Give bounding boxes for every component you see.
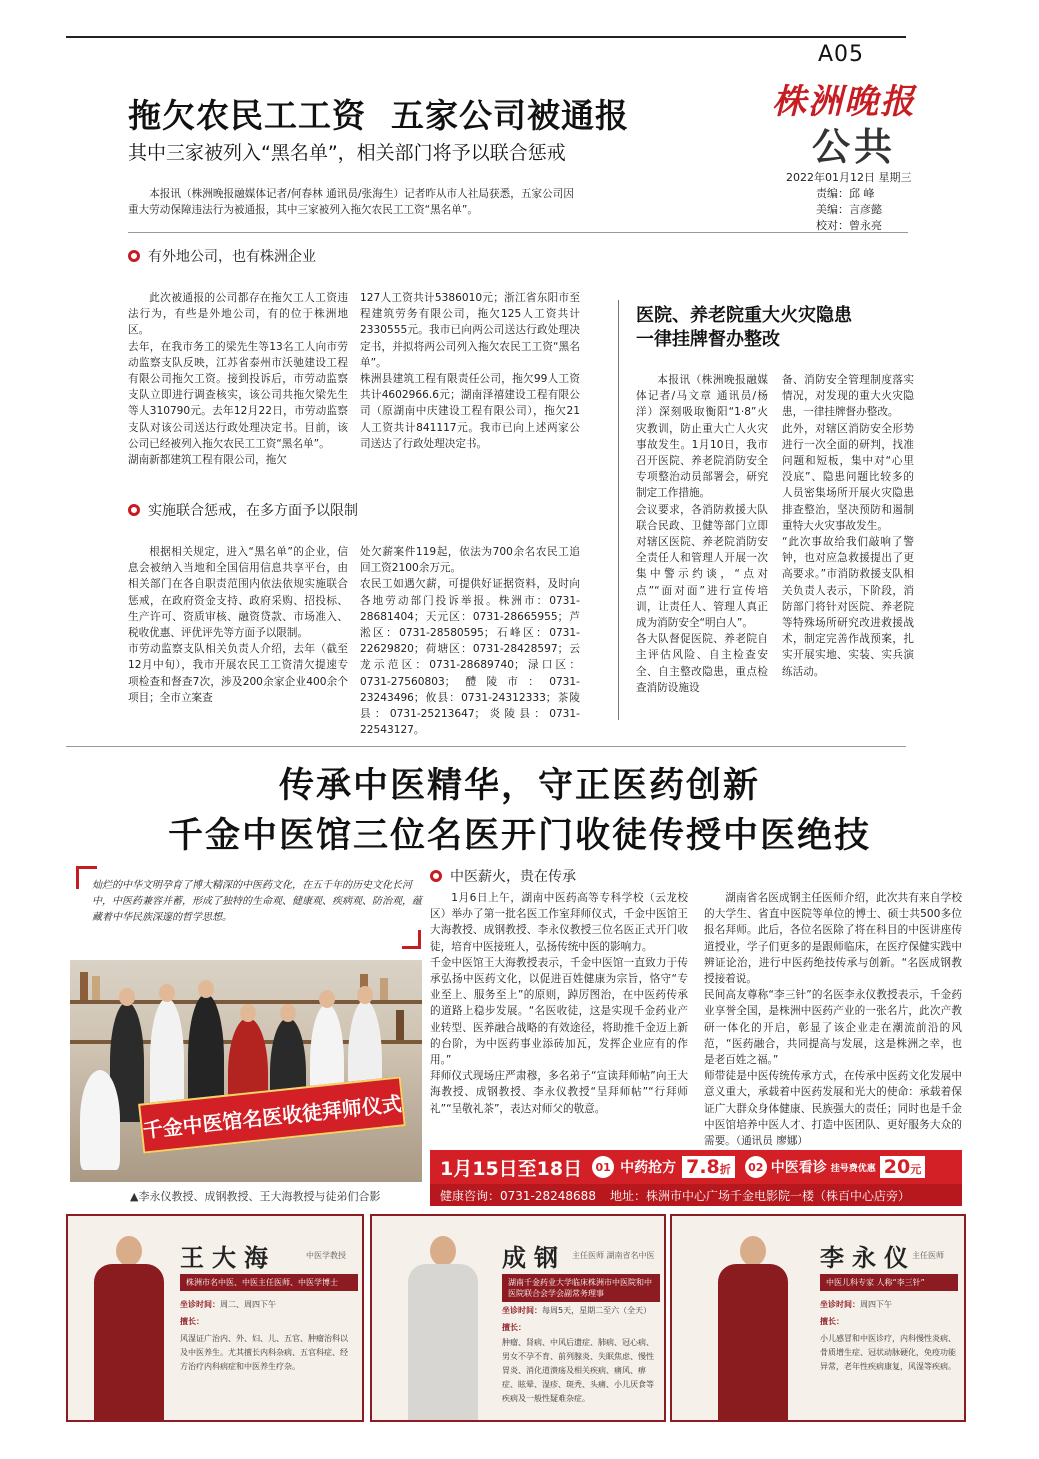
issue-date: 2022年01月12日 星期三 bbox=[786, 171, 912, 184]
doctor-specialty: 肿瘤、肾病、中风后遗症、肺病、冠心病、男女不孕不育、前列腺炎、失眠焦虑、慢性胃炎、消化道溃疡及相关疾病、痛风、痹症、眩晕、湿疹、斑秃、头痛、小儿厌食等疾病及一般性疑难杂症。 bbox=[502, 1338, 654, 1403]
promo-item2-label: 中医看诊 bbox=[770, 1160, 827, 1176]
story1-subheadline: 其中三家被列入“黑名单”，相关部门将予以联合惩戒 bbox=[128, 142, 566, 164]
promo-item2-num: 02 bbox=[745, 1156, 767, 1178]
doctor-name: 王大海 bbox=[180, 1243, 276, 1272]
story3-col1: 1月6日上午，湖南中医药高等专科学校（云龙校区）举办了第一批名医工作室拜师仪式，千金中医馆王大海教授、成钢教授、李永仪教授三位名医正式开门收徒，培育中医接班人，弘扬传统中医的影响力。 千金中医馆王大海教授表示，千金中医馆一直致力于传承弘扬中医药文化，以促进百姓健康为宗旨，恪守“专业至上、服务至上”的原则，踔厉图治，在中医药传承的道路上稳步发展。“名医收徒，这是实现千金药业产业转型、医养融合战略的有效途径，将助推千金迈上新的台阶，为中医药事业添砖加瓦，发挥企业应有的作用。” 拜师仪式现场庄严肃穆，多名弟子“宣读拜师帖”向王大海教授、成钢教授、李永仪教授“呈拜师帖”“行拜师礼”“呈敬礼茶”，表达对师父的敬意。 bbox=[430, 892, 688, 1115]
bullet-circle-icon bbox=[128, 504, 140, 516]
story3-subhead bbox=[430, 866, 576, 886]
price-unit: 元 bbox=[910, 1163, 922, 1176]
doctor-specialty: 风湿证广治内、外、妇、儿、五官、肿瘤治科以及中医养生。尤其擅长内科杂病、五官科症、经方治疗内科病症和中医养生疗杂。 bbox=[180, 1334, 348, 1371]
specialty-label: 擅长： bbox=[502, 1323, 526, 1332]
hours-label: 坐诊时间： bbox=[502, 1306, 542, 1315]
story1-sub1-col1: 此次被通报的公司都存在拖欠工人工资违法行为，有些是外地公司，有的位于株洲地区。 去年，在我市务工的梁先生等13名工人向市劳动监察支队反映，江苏省泰州市沃驰建设工程有限公司拖欠工资。接到投诉后，市劳动监察支队立即进行调查核实，该公司共拖欠梁先生等人310790元。去年12月22日，市劳动监察支队对该公司送达行政处理决定书。目前，该公司已经被列入拖欠农民工工资“黑名单”。 湖南新都建筑工程有限公司，拖欠 bbox=[128, 292, 348, 467]
bullet-circle-icon bbox=[430, 870, 442, 882]
story2-headline bbox=[636, 304, 852, 352]
specialty-label: 擅长： bbox=[820, 1317, 844, 1326]
promo-bar bbox=[430, 1150, 962, 1206]
promo-dates: 1月15日至18日 bbox=[440, 1157, 583, 1180]
doctor-name: 李永仪 bbox=[820, 1243, 916, 1272]
doctor-hours: 周二、周四下午 bbox=[220, 1300, 276, 1309]
promo-item2-note: 挂号费优惠 bbox=[830, 1163, 876, 1174]
subhead-text: 实施联合惩戒，在多方面予以限制 bbox=[148, 503, 358, 519]
story3-headline-line1: 传承中医精华，守正医药创新 bbox=[278, 766, 760, 806]
story1-lead: 本报讯（株洲晚报融媒体记者/何春林 通讯员/张海生）记者昨从市人社局获悉，五家公司因重大劳动保障违法行为被通报，其中三家被列入拖欠农民工工资“黑名单”。 bbox=[128, 188, 574, 217]
discount-number: 7.8 bbox=[686, 1156, 720, 1178]
specialty-label: 擅长： bbox=[180, 1317, 204, 1326]
doctor-card-li bbox=[670, 1214, 966, 1422]
story1-subhead-2 bbox=[128, 500, 358, 520]
doctor-hours: 每周5天，星期二至六（全天） bbox=[542, 1306, 652, 1315]
top-rule bbox=[66, 36, 906, 38]
hours-label: 坐诊时间： bbox=[820, 1300, 860, 1309]
doctor-specialty: 小儿感冒和中医诊疗，内科慢性炎病、骨质增生症、冠状动脉硬化，免疫功能异常，老年性疾病康复，风湿等疾病。 bbox=[820, 1334, 956, 1371]
photo-caption: ▲李永仪教授、成钢教授、王大海教授与徒弟们合影 bbox=[130, 1190, 381, 1203]
story1-subhead-1 bbox=[128, 246, 316, 266]
designer-credit: 美编：言彦懿 bbox=[816, 203, 882, 216]
story1-sub2-col1: 根据相关规定，进入“黑名单”的企业，信息会被纳入当地和全国信用信息共享平台，由相关部门在各自职责范围内依法依规实施联合惩戒，在政府资金支持、政府采购、招投标、生产许可、资质审核、融资贷款、市场准入、税收优惠、评优评先等方面予以限制。 市劳动监察支队相关负责人介绍，去年（截至12月中旬），我市开展农民工工资清欠提速专项检查和督查7次，涉及200余家企业400余个项目；全市立案查 bbox=[128, 546, 348, 704]
column-divider bbox=[618, 300, 619, 720]
story3-headline-line2: 千金中医馆三位名医开门收徒传授中医绝技 bbox=[167, 816, 871, 856]
photo-banner: 千金中医馆名医收徒拜师仪式 bbox=[138, 1076, 406, 1153]
doctor-title: 主任医师 湖南省名中医 bbox=[572, 1251, 655, 1260]
doctor-credentials: 中医儿科专家 人称“李三针” bbox=[820, 1274, 958, 1291]
story-separator bbox=[66, 746, 906, 747]
promo-item2-price bbox=[880, 1156, 925, 1178]
bullet-circle-icon bbox=[128, 250, 140, 262]
doctor-name: 成钢 bbox=[502, 1243, 566, 1272]
dateline bbox=[786, 170, 916, 234]
story3-quote: 灿烂的中华文明孕育了博大精深的中医药文化，在五千年的历史文化长河中，中医药兼容并蓄，形成了独特的生命观、健康观、疾病观、防治观，蕴藏着中华民族深邃的哲学思想。 bbox=[92, 880, 422, 923]
proofreader-credit: 校对：曾永亮 bbox=[816, 219, 882, 232]
story2-col2: 备、消防安全管理制度落实情况，对发现的重大火灾隐患，一律挂牌督办整改。 此外，对辖区消防安全形势进行一次全面的研判，找准问题和短板，集中对“心里没底”、隐患问题比较多的人员密集场所开展火灾隐患排查整治，坚决预防和遏制重特大火灾事故发生。 “此次事故给我们敲响了警钟，也对应急救援提出了更高要求。”市消防救援支队相关负责人表示，下阶段，消防部门将针对医院、养老院等特殊场所研究改进救援战术，制定完善作战预案，扎实开展实地、实装、实兵演练活动。 bbox=[782, 374, 914, 678]
story2-headline-line2: 一律挂牌督办整改 bbox=[636, 329, 780, 350]
subhead-text: 有外地公司，也有株洲企业 bbox=[148, 249, 316, 265]
price-number: 20 bbox=[883, 1156, 911, 1178]
group-photo bbox=[70, 960, 422, 1182]
story3-col2: 湖南省名医成钢主任医师介绍，此次共有来自学校的大学生、省直中医院等单位的博士、硕士共500多位报名拜师。此后，各位名医除了将在科目的中医讲座传道授业，学子们更多的是跟师临床，在医疗保健实践中辨证论治，进行中医药绝技传承与创新。“名医成钢教授接着说。 民间高友尊称“李三针”的名医李永仪教授表示，千金药业享誉全国，是株洲中医药产业的一张名片，此次产教研一体化的开启，彰显了该企业走在潮流前沿的风范，“医药融合，共同提高与发展，这是株洲之幸，也是老百姓之福。” 师带徒是中医传统传承方式，在传承中医药文化发展中意义重大，承载着中医药发展和光大的使命：承载着保证广大群众身体健康、民族强大的责任；同时也是千金中医馆培养中医人才、打造中医团队、更好服务大众的需要。（通讯员 廖娜） bbox=[704, 892, 962, 1148]
story1-sub1-col2: 127人工资共计5386010元；浙江省东阳市至程建筑劳务有限公司，拖欠125人工资共计2330555元。我市已向两公司送达行政处理决定书，并拟将两公司列入拖欠农民工工资“黑名单”。 株洲县建筑工程有限责任公司，拖欠99人工资共计4602966.6元；湖南泽禧建设工程有限公司（原湖南中庆建设工程有限公司），拖欠21人工资共计841117元。我市已向上述两家公司送达了行政处理决定书。 bbox=[360, 292, 580, 450]
doctor-hours: 周四下午 bbox=[860, 1300, 892, 1309]
subhead-text: 中医薪火，贵在传承 bbox=[450, 869, 576, 885]
doctor-card-wang bbox=[66, 1214, 364, 1422]
editor-credit: 责编：邱 峰 bbox=[816, 187, 875, 200]
doctor-title: 主任医师 bbox=[912, 1251, 944, 1260]
quote-bracket-end-icon bbox=[402, 930, 421, 949]
promo-item1-label: 中药抢方 bbox=[620, 1160, 677, 1176]
paper-logo: 株洲晚报 bbox=[772, 82, 916, 122]
promo-address: 地址：株洲市中心广场千金电影院一楼（株百中心店旁） bbox=[609, 1188, 910, 1203]
story1-sub2-col2: 处欠薪案件119起，依法为700余名农民工追回工资2100余万元。 农民工如遇欠薪，可提供好证据资料，及时向各地劳动部门投诉举报。株洲市：0731-28681404；天元区：0731-28665955；芦淞区：0731-28580595；石峰区：0731-22629820；荷塘区：0731-28428597；云龙示范区：0731-28689740；渌口区：0731-27560803；醴陵市：0731-23243496；攸县：0731-24312333；茶陵县：0731-25213647；炎陵县：0731-22543127。 bbox=[360, 546, 580, 737]
promo-item1-num: 01 bbox=[592, 1156, 614, 1178]
doctor-title: 中医学教授 bbox=[306, 1251, 346, 1260]
doctor-credentials: 湖南千金药业大学临床株洲市中医院和中医院联合会学会副常务理事 bbox=[502, 1274, 660, 1302]
section-name: 公共 bbox=[812, 125, 897, 169]
story2-col1: 本报讯（株洲晚报融媒体记者/马文章 通讯员/杨洋）深刻吸取衡阳“1·8”火灾教训，防止重大亡人火灾事故发生。1月10日，我市召开医院、养老院消防安全专项整治动员部署会，研究制定工作措施。 会议要求，各消防救援大队联合民政、卫健等部门立即对辖区医院、养老院消防安全责任人和管理人开展一次集中警示约谈，“点对点”“面对面”进行宣传培训，让责任人、管理人真正成为消防安全“明白人”。 各大队督促医院、养老院自主评估风险、自主检查安全、自主整改隐患，重点检查消防设施设 bbox=[636, 374, 768, 694]
discount-unit: 折 bbox=[719, 1163, 731, 1176]
doctor-card-cheng bbox=[370, 1214, 666, 1422]
doctor-credentials: 株洲市名中医、中医主任医师、中医学博士 bbox=[180, 1274, 358, 1291]
story1-headline: 拖欠农民工工资 五家公司被通报 bbox=[128, 96, 629, 135]
doctor-figure bbox=[402, 1236, 482, 1420]
doctor-figure bbox=[712, 1236, 792, 1420]
promo-consult: 健康咨询：0731-28248688 bbox=[440, 1188, 596, 1203]
story1-divider bbox=[128, 232, 908, 233]
doctor-figure bbox=[88, 1236, 168, 1420]
promo-item1-discount bbox=[682, 1156, 735, 1178]
story2-headline-line1: 医院、养老院重大火灾隐患 bbox=[636, 305, 852, 326]
hours-label: 坐诊时间： bbox=[180, 1300, 220, 1309]
page-number: A05 bbox=[818, 42, 865, 67]
